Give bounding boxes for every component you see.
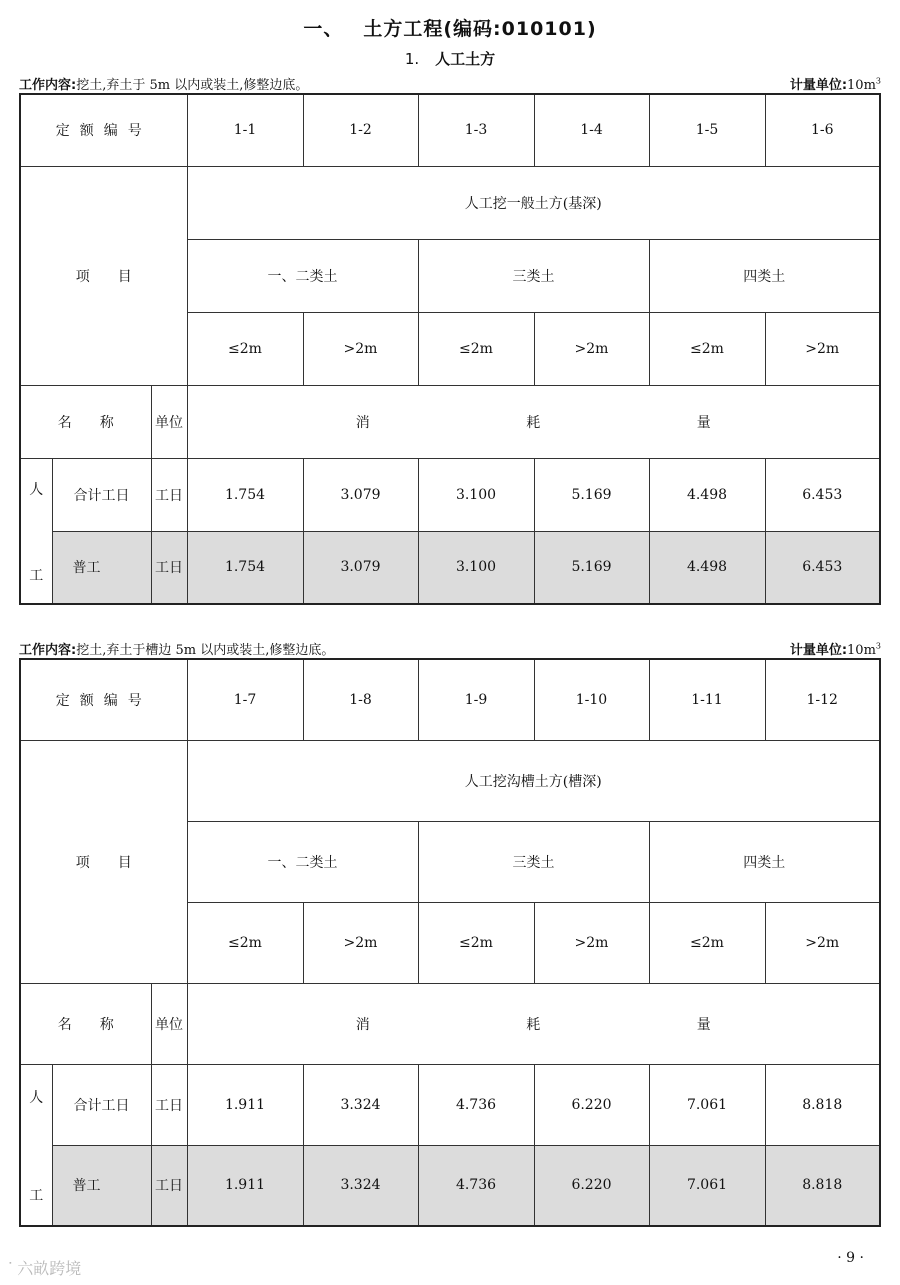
watermark-logo [8,1256,81,1279]
row-value: 3.100 [418,531,534,604]
item-label: 项 目 [20,740,187,983]
quota-code: 1-12 [765,659,880,740]
soil-class: 四类土 [649,821,880,902]
unit-column-label: 单位 [151,983,187,1064]
quota-code-label: 定额编号 [20,659,187,740]
subtitle-text: 人工土方 [435,50,496,68]
quota-code: 1-10 [534,659,649,740]
row-value: 6.220 [534,1145,649,1226]
depth: ≤2m [187,902,303,983]
table-row [20,458,880,531]
work-content-text: 挖土,弃土于 5m 以内或装土,修整边底。 [76,78,309,93]
consume-char: 消 [355,414,370,431]
measure-unit-sup: 3 [875,641,881,651]
consume-char: 量 [696,1016,711,1033]
depth: ≤2m [187,312,303,385]
consume-char: 量 [696,414,711,431]
row-unit: 工日 [151,531,187,604]
watermark-text: 六畝跨境 [17,1259,82,1278]
page-subtitle [0,48,900,69]
work-content-1 [19,74,308,93]
measure-unit-label: 计量单位: [789,643,848,658]
row-value: 4.736 [418,1145,534,1226]
row-value: 4.498 [649,531,765,604]
work-content-line-1 [19,74,881,93]
measure-unit-value: 10m [847,78,876,93]
labor-group-bottom: 工 [29,568,44,584]
work-content-2 [19,639,334,658]
soil-class: 三类土 [418,821,649,902]
labor-group-top: 人 [29,1089,44,1106]
row-value: 8.818 [765,1064,880,1145]
quota-code: 1-5 [649,94,765,166]
quota-code: 1-11 [649,659,765,740]
soil-class: 一、二类土 [187,821,418,902]
row-value: 6.453 [765,458,880,531]
depth: >2m [534,312,649,385]
row-value: 6.453 [765,531,880,604]
quota-code: 1-4 [534,94,649,166]
consume-char: 耗 [526,1016,541,1033]
depth: >2m [303,902,418,983]
consume-char: 耗 [526,414,541,431]
measure-unit-2 [790,639,881,658]
work-content-label: 工作内容: [19,643,77,658]
consume-char: 消 [355,1016,370,1033]
quota-code: 1-7 [187,659,303,740]
labor-group-label [20,458,52,604]
depth: >2m [534,902,649,983]
name-label: 名 称 [20,983,151,1064]
row-value: 3.079 [303,531,418,604]
subtitle-number: 1. [404,50,420,68]
row-value: 5.169 [534,531,649,604]
row-value: 3.100 [418,458,534,531]
consumption-label [187,385,880,458]
row-name: 合计工日 [52,458,151,531]
depth: >2m [303,312,418,385]
labor-group-label [20,1064,52,1226]
quota-code: 1-9 [418,659,534,740]
row-name: 合计工日 [52,1064,151,1145]
page-number: · 9 · [837,1250,864,1266]
quota-code: 1-8 [303,659,418,740]
quota-code: 1-2 [303,94,418,166]
row-value: 6.220 [534,1064,649,1145]
row-value: 8.818 [765,1145,880,1226]
row-name: 普工 [52,1145,151,1226]
row-value: 7.061 [649,1145,765,1226]
depth: ≤2m [649,902,765,983]
page-title [0,14,900,41]
table-row [20,1145,880,1226]
depth: ≤2m [649,312,765,385]
row-value: 1.754 [187,531,303,604]
quota-code-row [20,94,880,166]
row-value: 5.169 [534,458,649,531]
row-value: 4.498 [649,458,765,531]
row-unit: 工日 [151,458,187,531]
labor-group-bottom: 工 [29,1188,44,1204]
depth: >2m [765,902,880,983]
soil-class: 三类土 [418,239,649,312]
row-name: 普工 [52,531,151,604]
soil-class: 一、二类土 [187,239,418,312]
row-value: 1.911 [187,1064,303,1145]
depth: ≤2m [418,312,534,385]
measure-unit-1 [790,74,881,93]
consumption-label [187,983,880,1064]
row-value: 3.324 [303,1064,418,1145]
measure-unit-sup: 3 [875,76,881,86]
row-value: 1.911 [187,1145,303,1226]
work-content-line-2 [19,639,881,658]
quota-table-1 [19,93,881,605]
title-number: 一、 [303,18,344,40]
row-value: 3.079 [303,458,418,531]
item-label: 项 目 [20,166,187,385]
row-value: 1.754 [187,458,303,531]
unit-column-label: 单位 [151,385,187,458]
work-content-label: 工作内容: [19,78,77,93]
item-title: 人工挖沟槽土方(槽深) [187,740,880,821]
quota-code: 1-6 [765,94,880,166]
depth: >2m [765,312,880,385]
row-value: 7.061 [649,1064,765,1145]
quota-code-row [20,659,880,740]
measure-unit-value: 10m [847,643,876,658]
work-content-text: 挖土,弃土于槽边 5m 以内或装土,修整边底。 [76,643,335,658]
row-value: 4.736 [418,1064,534,1145]
depth: ≤2m [418,902,534,983]
row-unit: 工日 [151,1064,187,1145]
soil-class: 四类土 [649,239,880,312]
table-row [20,531,880,604]
row-value: 3.324 [303,1145,418,1226]
watermark-icon: ᐝ [8,1259,13,1278]
item-title: 人工挖一般土方(基深) [187,166,880,239]
measure-unit-label: 计量单位: [789,78,848,93]
table-row [20,1064,880,1145]
name-label: 名 称 [20,385,151,458]
labor-group-top: 人 [29,481,44,498]
row-unit: 工日 [151,1145,187,1226]
title-text: 土方工程(编码:010101) [363,18,597,40]
quota-code: 1-3 [418,94,534,166]
quota-code: 1-1 [187,94,303,166]
quota-code-label: 定额编号 [20,94,187,166]
quota-table-2 [19,658,881,1227]
